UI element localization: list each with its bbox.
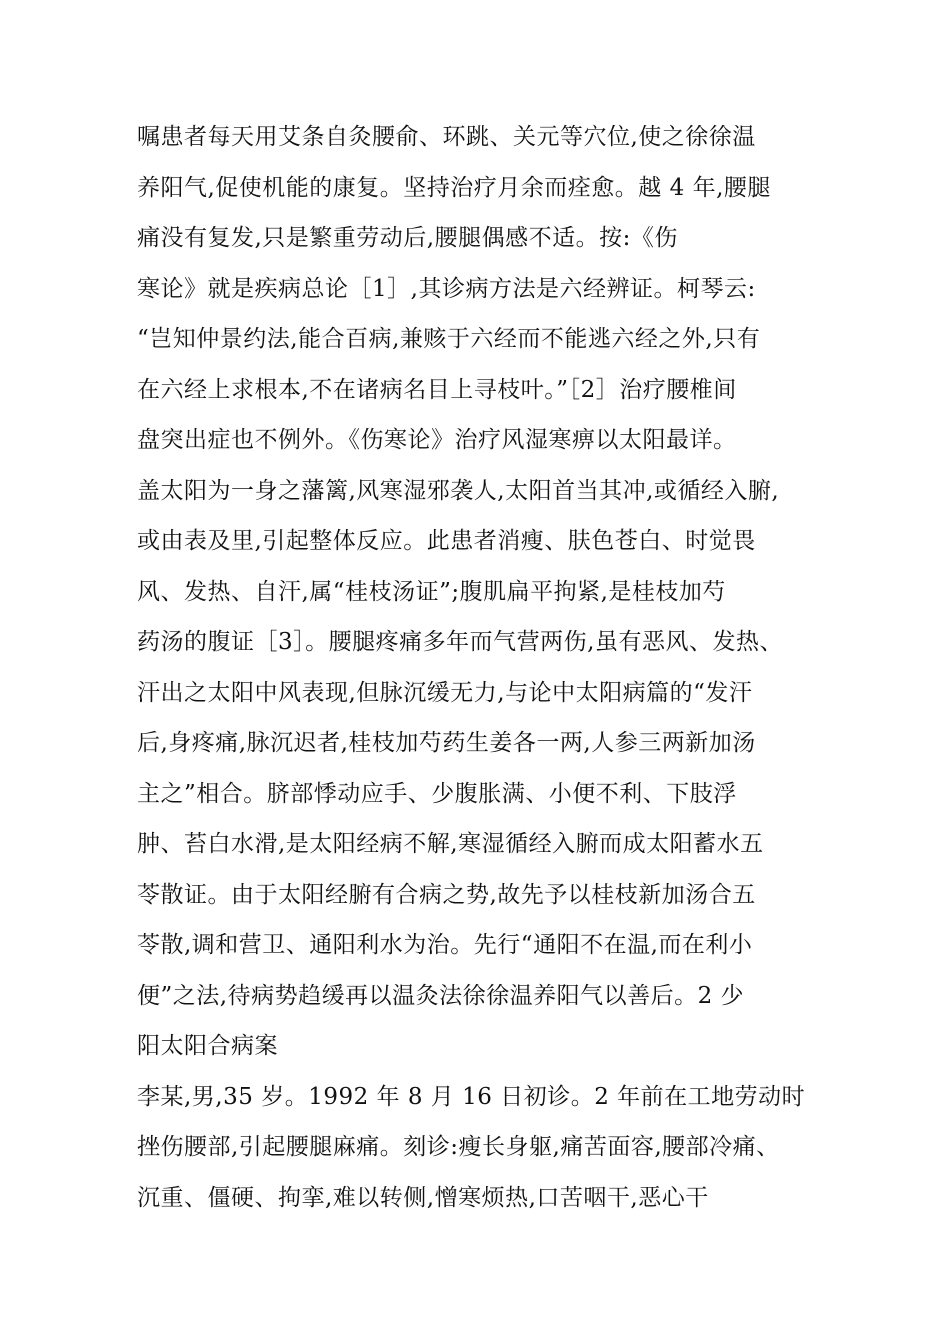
text-line: 挫伤腰部,引起腰腿麻痛。刻诊:瘦长身躯,痛苦面容,腰部冷痛、 (137, 1134, 780, 1160)
text-line: 肿、苔白水滑,是太阳经病不解,寒湿循经入腑而成太阳蓄水五 (137, 831, 764, 857)
text-line: 药汤的腹证［3］。腰腿疼痛多年而气营两伤,虽有恶风、发热、 (137, 629, 783, 655)
text-line: 养阳气,促使机能的康复。坚持治疗月余而痊愈。越 4 年,腰腿 (137, 174, 771, 201)
text-line: 盖太阳为一身之藩篱,风寒湿邪袭人,太阳首当其冲,或循经入腑, (137, 477, 780, 504)
text-line: 阳太阳合病案 (137, 1033, 278, 1059)
text-line: 风、发热、自汗,属“桂枝汤证”;腹肌扁平拘紧,是桂枝加芍 (137, 578, 726, 605)
text-line: “岂知仲景约法,能合百病,兼赅于六经而不能逃六经之外,只有 (137, 326, 761, 352)
text-line: 后,身疼痛,脉沉迟者,桂枝加芍药生姜各一两,人参三两新加汤 (137, 730, 756, 756)
text-line: 寒论》就是疾病总论［1］,其诊病方法是六经辨证。柯琴云: (137, 275, 756, 302)
text-line: 苓散,调和营卫、通阳利水为治。先行“通阳不在温,而在利小 (137, 932, 753, 958)
text-line: 嘱患者每天用艾条自灸腰俞、环跳、关元等穴位,使之徐徐温 (137, 124, 756, 150)
text-line: 李某,男,35 岁。1992 年 8 月 16 日初诊。2 年前在工地劳动时 (137, 1083, 806, 1110)
text-line: 便”之法,待病势趋缓再以温灸法徐徐温养阳气以善后。2 少 (137, 982, 745, 1009)
text-line: 主之”相合。脐部悸动应手、少腹胀满、小便不利、下肢浮 (137, 780, 737, 807)
text-line: 在六经上求根本,不在诸病名目上寻枝叶。”［2］治疗腰椎间 (137, 376, 737, 403)
text-line: 痛没有复发,只是繁重劳动后,腰腿偶感不适。按:《伤 (137, 225, 678, 251)
text-line: 汗出之太阳中风表现,但脉沉缓无力,与论中太阳病篇的“发汗 (137, 679, 753, 706)
text-line: 或由表及里,引起整体反应。此患者消瘦、肤色苍白、时觉畏 (137, 528, 756, 554)
text-line: 沉重、僵硬、拘挛,难以转侧,憎寒烦热,口苦咽干,恶心干 (137, 1184, 709, 1211)
text-line: 盘突出症也不例外。《伤寒论》治疗风湿寒痹以太阳最详。 (137, 427, 737, 453)
text-line: 苓散证。由于太阳经腑有合病之势,故先予以桂枝新加汤合五 (137, 881, 756, 908)
body-text (137, 112, 857, 1223)
